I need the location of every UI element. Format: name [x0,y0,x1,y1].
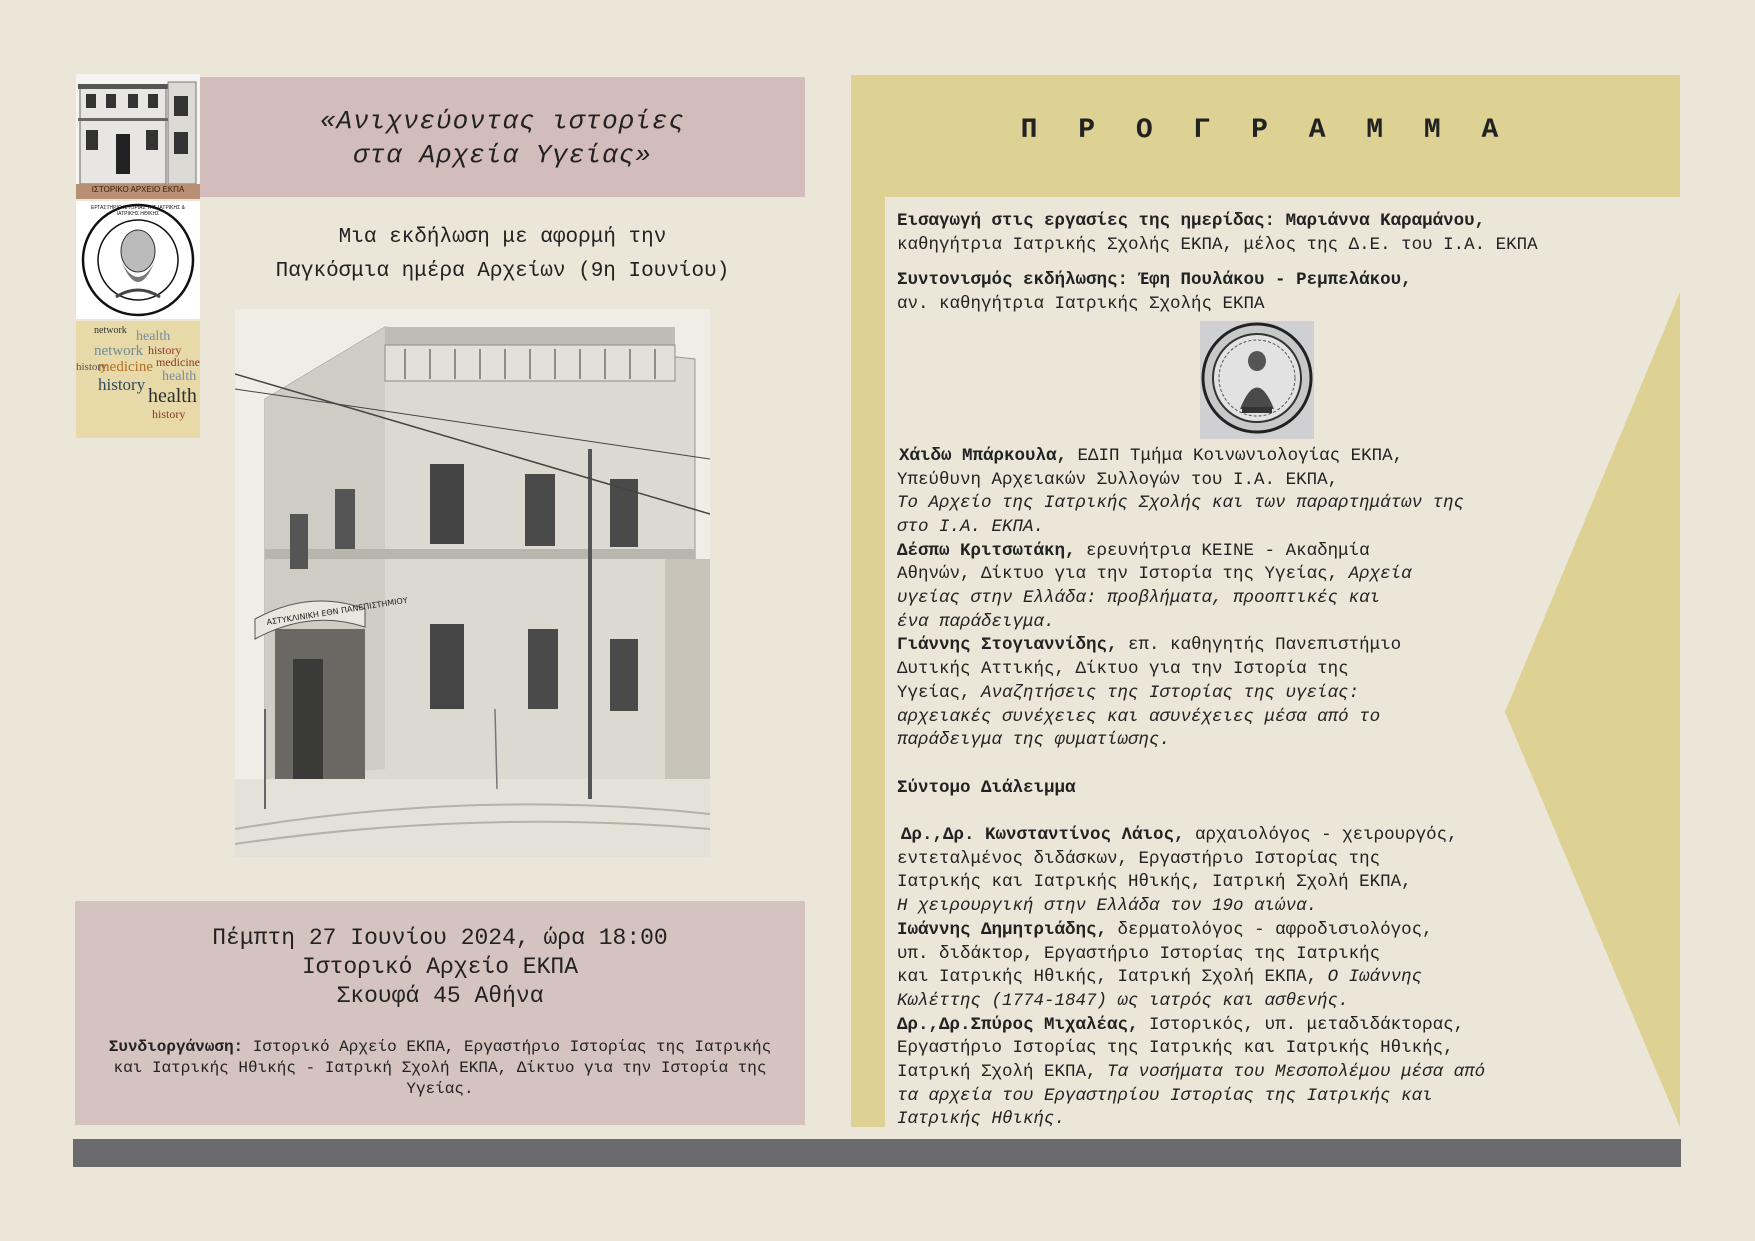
speaker-5-name: Ιωάννης Δημητριάδης, [897,919,1108,940]
organizers-label: Συνδιοργάνωση: [108,1038,244,1056]
speaker-4-name: Δρ.,Δρ. Κωνσταντίνος Λάιος, [901,825,1185,846]
speaker-2-affiliation-2: Αθηνών, Δίκτυο για την Ιστορία της Υγείας, [897,564,1349,585]
building-photo-illustration [235,309,710,857]
building-logo-icon [76,74,200,199]
event-title-line2: στα Αρχεία Υγείας» [353,140,652,170]
event-title-line1: «Ανιχνεύοντας ιστορίες [319,106,686,136]
speaker-5-talk-line1: Ο Ιωάννης [1327,967,1423,988]
speaker-1-affiliation: ΕΔΙΠ Τμήμα Κοινωνιολογίας ΕΚΠΑ, [1067,445,1404,466]
speaker-2-talk-line3: ένα παράδειγμα. [897,611,1055,632]
cloud-word: history [152,407,186,421]
speaker-4-affiliation-3: Ιατρικής και Ιατρικής Ηθικής, Ιατρική Σχολή ΕΚΠΑ, [897,872,1412,893]
event-info-box [75,901,805,1125]
intro-desc: καθηγήτρια Ιατρικής Σχολής ΕΚΠΑ, μέλος της Δ.Ε. του Ι.Α. ΕΚΠΑ [897,234,1538,255]
subtitle-line1: Μια εκδήλωση με αφορμή την [338,226,667,249]
speaker-5-talk-line2: Κωλέττης (1774-1847) ως ιατρός και ασθενής. [897,990,1349,1011]
speaker-4-talk: Η χειρουργική στην Ελλάδα τον 19ο αιώνα. [897,896,1318,917]
break-label: Σύντομο Διάλειμμα [897,777,1076,798]
speaker-3-talk-line2: αρχειακές συνέχειες και ασυνέχειες μέσα από το [897,706,1381,727]
intro-label: Εισαγωγή στις εργασίες της ημερίδας: Μαριάννα Καραμάνου, [897,211,1486,231]
building-logo-caption: ΙΣΤΟΡΙΚΟ ΑΡΧΕΙΟ ΕΚΠΑ [91,185,185,194]
footer-bar [73,1139,1681,1167]
speaker-4-affiliation: αρχαιολόγος - χειρουργός, [1184,825,1458,846]
logo-column [76,74,200,438]
speaker-2-talk-line1: Αρχεία [1348,564,1412,585]
coordinator-desc: αν. καθηγήτρια Ιατρικής Σχολής ΕΚΠΑ [897,294,1265,315]
cloud-word: history [148,343,182,357]
organizers-text: Ιστορικό Αρχείο ΕΚΠΑ, Εργαστήριο Ιστορίας της Ιατρικής και Ιατρικής Ηθικής - Ιατρική Σχολή ΕΚΠΑ, Δίκτυο για την Ιστορία της Υγείας. [113,1038,772,1098]
cloud-word: history [76,361,107,373]
cloud-word: network [94,325,127,336]
cloud-word: medicine [98,359,153,375]
hippocrates-seal-icon [76,201,200,319]
speaker-6-talk-line3: Ιατρικής Ηθικής. [897,1109,1066,1130]
speaker-6-affiliation-2: Εργαστήριο Ιστορίας της Ιατρικής και Ιατρικής Ηθικής, [897,1038,1454,1059]
speaker-6-talk-line2: τα αρχεία του Εργαστηρίου Ιστορίας της Ιατρικής και [897,1085,1433,1106]
speaker-6-affiliation: Ιστορικός, υπ. μεταδιδάκτορας, [1138,1014,1465,1035]
speaker-6-talk-line1: Τα νοσήματα του Μεσοπολέμου μέσα από [1107,1062,1486,1083]
archive-building-photo [235,309,710,857]
event-subtitle [200,221,805,289]
speaker-5-affiliation-2: υπ. διδάκτορ, Εργαστήριο Ιστορίας της Ιατρικής [897,943,1381,964]
speaker-3-name: Γιάννης Στογιαννίδης, [897,635,1118,656]
cloud-word: health [136,329,171,344]
speaker-5-affiliation-3: και Ιατρικής Ηθικής, Ιατρική Σχολή ΕΚΠΑ, [897,967,1328,988]
subtitle-line2: Παγκόσμια ημέρα Αρχείων (9η Ιουνίου) [275,260,730,283]
speaker-3-affiliation-3: Υγείας, [897,682,982,703]
cloud-word: history [98,375,146,394]
speaker-3-affiliation: επ. καθηγητής Πανεπιστήμιο [1117,635,1402,656]
cloud-word: medicine [156,355,200,369]
organizers [93,1037,787,1100]
speaker-1-talk-line1: Το Αρχείο της Ιατρικής Σχολής και των παραρτημάτων της [897,493,1465,514]
history-of-medicine-lab-logo [76,201,200,319]
speaker-1-role: Υπεύθυνη Αρχειακών Συλλογών του Ι.Α. ΕΚΠΑ, [897,469,1339,490]
photo-sign: ΑΣΤΥΚΛΙΝΙΚΗ ΕΘΝ ΠΑΝΕΠΙΣΤΗΜΙΟΥ [265,595,409,627]
historical-archive-logo [76,74,200,199]
event-date-time: Πέμπτη 27 Ιουνίου 2024, ώρα 18:00 [212,925,668,951]
coordinator-label: Συντονισμός εκδήλωσης: Έφη Πουλάκου - Ρεμπελάκου, [897,270,1412,291]
speaker-6-name: Δρ.,Δρ.Σπύρος Μιχαλέας, [897,1014,1139,1035]
cloud-word: health [162,369,197,384]
event-title-box [200,77,805,197]
program-heading: Π Ρ Ο Γ Ρ Α Μ Μ Α [1020,115,1511,146]
speaker-1-talk-line2: στο Ι.Α. ΕΚΠΑ. [897,516,1045,537]
event-address: Σκουφά 45 Αθήνα [336,983,544,1009]
speaker-3-talk-line3: παράδειγμα της φυματίωσης. [897,730,1171,751]
speaker-3-talk-line1: Αναζητήσεις της Ιστορίας της υγείας: [981,682,1360,703]
cloud-word: network [94,343,144,359]
speaker-2-affiliation: ερευνήτρια ΚΕΙΝΕ - Ακαδημία [1075,540,1370,561]
word-cloud-logo [76,321,200,438]
seal-text: ΕΡΓΑΣΤΗΡΙΟ ΙΣΤΟΡΙΑΣ ΤΗΣ ΙΑΤΡΙΚΗΣ & ΙΑΤΡΙΚΗΣ ΗΘΙΚΗΣ [91,205,185,217]
speaker-2-talk-line2: υγείας στην Ελλάδα: προβλήματα, προοπτικές και [897,588,1381,609]
society-seal-block [897,321,1617,445]
speaker-2-name: Δέσπω Κριτσωτάκη, [897,540,1076,561]
speaker-5-affiliation: δερματολόγος - αφροδισιολόγος, [1107,919,1433,940]
speaker-4-affiliation-2: εντεταλμένος διδάσκων, Εργαστήριο Ιστορίας της [897,848,1381,869]
event-venue: Ιστορικό Αρχείο ΕΚΠΑ [301,954,579,980]
program-list [897,210,1617,1132]
speaker-6-affiliation-3: Ιατρική Σχολή ΕΚΠΑ, [897,1062,1108,1083]
society-seal-icon [1200,321,1314,439]
speaker-1-name: Χάιδω Μπάρκουλα, [899,445,1068,466]
cloud-word: health [148,385,197,407]
speaker-3-affiliation-2: Δυτικής Αττικής, Δίκτυο για την Ιστορία της [897,659,1349,680]
